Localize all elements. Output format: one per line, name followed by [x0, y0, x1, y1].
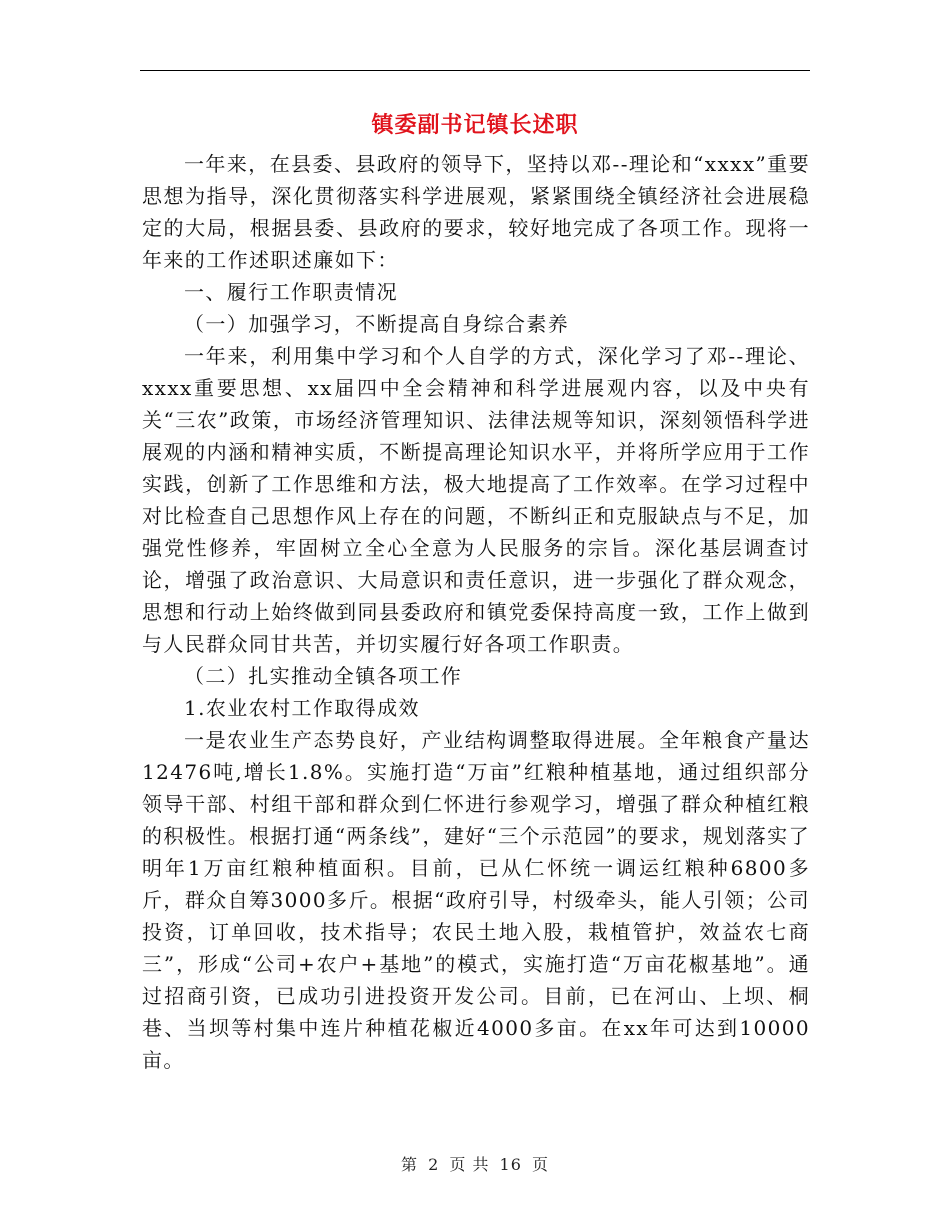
footer-middle: 页 共	[449, 1155, 490, 1174]
footer-suffix: 页	[532, 1155, 550, 1174]
heading-subsection-1: （一）加强学习，不断提高自身综合素养	[184, 312, 570, 336]
header-rule	[140, 70, 810, 71]
footer-prefix: 第	[400, 1155, 418, 1174]
heading-section-1: 一、履行工作职责情况	[184, 280, 398, 304]
heading-item-1: 1.农业农村工作取得成效	[184, 696, 420, 720]
paragraph-agriculture: 一是农业生产态势良好，产业结构调整取得进展。全年粮食产量达12476吨,增长1.8%。实施打造“万亩”红粮种植基地，通过组织部分领导干部、村组干部和群众到仁怀进行参观学习，增强了群众种植红粮的积极性。根据打通“两条线”，建好“三个示范园”的要求，规划落实了明年1万亩红粮种植面积。目前，已从仁怀统一调运红粮种6800多斤，群众自筹3000多斤。根据“政府引导，村级牵头，能人引领；公司投资，订单回收，技术指导；农民土地入股，栽植管护，效益农七商三”，形成“公司+农户+基地”的模式，实施打造“万亩花椒基地”。通过招商引资，已成功引进投资开发公司。目前，已在河山、上坝、桐巷、当坝等村集中连片种植花椒近4000多亩。在xx年可达到10000亩。	[142, 728, 810, 1072]
footer-current-page: 2	[428, 1155, 440, 1174]
paragraph-study: 一年来，利用集中学习和个人自学的方式，深化学习了邓--理论、xxxx重要思想、xx届四中全会精神和科学进展观内容，以及中央有关“三农”政策，市场经济管理知识、法律法规等知识，深刻领悟科学进展观的内涵和精神实质，不断提高理论知识水平，并将所学应用于工作实践，创新了工作思维和方法，极大地提高了工作效率。在学习过程中对比检查自己思想作风上存在的问题，不断纠正和克服缺点与不足，加强党性修养，牢固树立全心全意为人民服务的宗旨。深化基层调查讨论，增强了政治意识、大局意识和责任意识，进一步强化了群众观念，思想和行动上始终做到同县委政府和镇党委保持高度一致，工作上做到与人民群众同甘共苦，并切实履行好各项工作职责。	[142, 344, 810, 656]
paragraph-intro: 一年来，在县委、县政府的领导下，坚持以邓--理论和“xxxx”重要思想为指导，深化贯彻落实科学进展观，紧紧围绕全镇经济社会进展稳定的大局，根据县委、县政府的要求，较好地完成了各项工作。现将一年来的工作述职述廉如下：	[142, 152, 810, 272]
heading-subsection-2: （二）扎实推动全镇各项工作	[184, 664, 463, 688]
document-title: 镇委副书记镇长述职	[371, 112, 579, 138]
page-footer	[140, 1153, 810, 1177]
footer-total-pages: 16	[499, 1155, 522, 1174]
document-body	[142, 148, 810, 1076]
